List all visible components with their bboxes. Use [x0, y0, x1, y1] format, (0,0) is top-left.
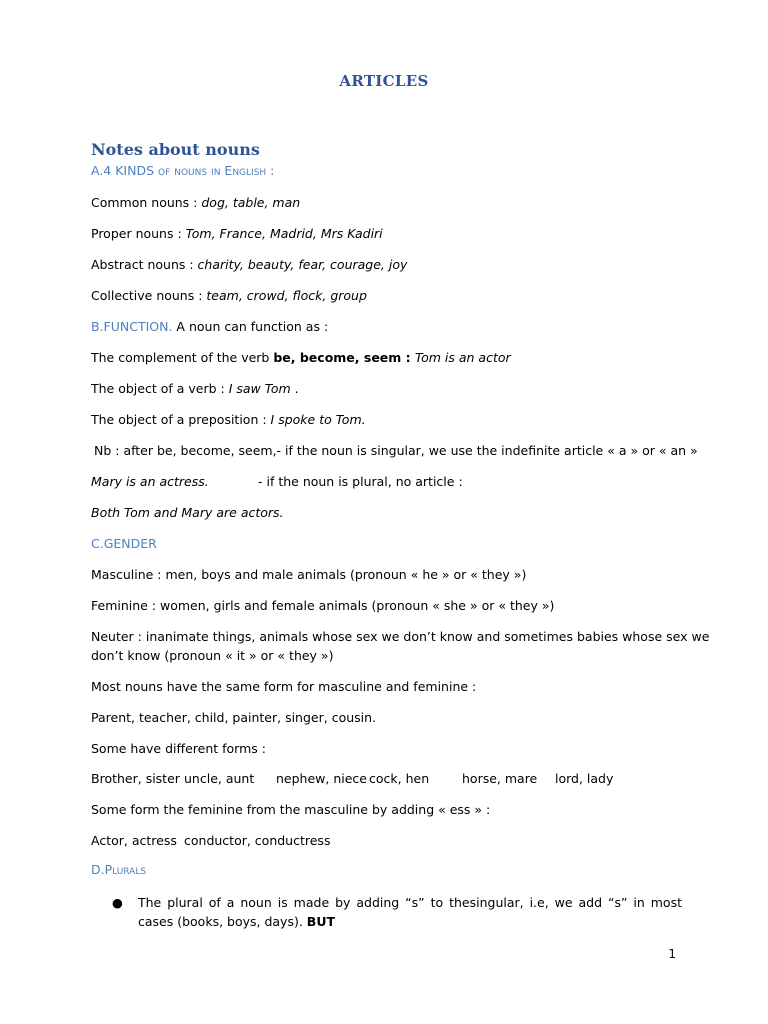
nb-plural-rule: - if the noun is plural, no article :	[258, 474, 463, 489]
function-preposition-object	[91, 410, 366, 429]
kind-proper	[91, 224, 383, 243]
page-number: 1	[668, 947, 676, 961]
gender-pair: uncle, aunt	[184, 771, 255, 786]
section-b-line	[91, 317, 328, 336]
gender-pair: horse, mare	[462, 771, 538, 786]
function-example: I saw Tom	[228, 381, 291, 396]
gender-pair: cock, hen	[369, 771, 430, 786]
function-example: I spoke to Tom.	[270, 412, 366, 427]
gender-pair: lord, lady	[555, 771, 614, 786]
nb-example-plural	[91, 503, 284, 522]
plural-rule-but: BUT	[306, 914, 336, 929]
gender-same-form: Most nouns have the same form for masculine and feminine :	[91, 679, 477, 694]
gender-ess-pair: conductor, conductress	[184, 833, 331, 848]
nb-note: Nb : after be, become, seem,- if the noun is singular, we use the indefinite article « a » or « an »	[94, 443, 698, 458]
plural-bullet-text	[138, 893, 682, 931]
document-title: ARTICLES	[339, 72, 429, 90]
gender-neuter-line2: don’t know (pronoun « it » or « they »)	[91, 648, 334, 663]
kind-label: Common nouns :	[91, 195, 202, 210]
kind-collective	[91, 286, 367, 305]
gender-neuter-line1: Neuter : inanimate things, animals whose sex we don’t know and sometimes babies whose sex we	[91, 629, 710, 644]
gender-masculine: Masculine : men, boys and male animals (pronoun « he » or « they »)	[91, 567, 527, 582]
kind-label: Abstract nouns :	[91, 257, 198, 272]
function-label: The complement of the verb	[91, 350, 274, 365]
function-verbs: be, become, seem :	[273, 350, 416, 365]
kind-common	[91, 193, 300, 212]
kind-examples: team, crowd, flock, group	[206, 288, 367, 303]
gender-pair: nephew, niece	[276, 771, 367, 786]
kind-abstract	[91, 255, 407, 274]
nb-example-singular	[91, 472, 209, 491]
bullet-icon: ●	[112, 895, 123, 910]
section-b-text: A noun can function as :	[172, 319, 329, 334]
section-a-label: A.4 KINDS of nouns in English :	[91, 163, 275, 178]
function-label: The object of a verb :	[91, 381, 229, 396]
gender-feminine: Feminine : women, girls and female animals (pronoun « she » or « they »)	[91, 598, 555, 613]
kind-label: Proper nouns :	[91, 226, 186, 241]
function-tail: .	[290, 381, 299, 396]
kind-examples: charity, beauty, fear, courage, joy	[197, 257, 408, 272]
plural-rule-text: The plural of a noun is made by adding “s” to thesingular, i.e, we add “s” in most cases (books, boys, days).	[138, 895, 682, 929]
nb-example: Both Tom and Mary are actors.	[91, 505, 284, 520]
section-d-label: D.Plurals	[91, 862, 147, 877]
nb-example: Mary is an actress.	[91, 474, 209, 489]
gender-pair: Brother, sister	[91, 771, 180, 786]
function-complement	[91, 348, 511, 367]
function-label: The object of a preposition :	[91, 412, 271, 427]
function-example: Tom is an actor	[415, 350, 511, 365]
section-heading: Notes about nouns	[91, 140, 260, 159]
function-verb-object	[91, 379, 299, 398]
section-c-label: C.GENDER	[91, 536, 157, 551]
kind-label: Collective nouns :	[91, 288, 207, 303]
plural-bullet-item	[112, 893, 682, 931]
kind-examples: dog, table, man	[201, 195, 301, 210]
gender-same-examples: Parent, teacher, child, painter, singer, cousin.	[91, 710, 377, 725]
gender-ess-intro: Some form the feminine from the masculine by adding « ess » :	[91, 802, 491, 817]
section-b-label: B.FUNCTION.	[91, 319, 173, 334]
kind-examples: Tom, France, Madrid, Mrs Kadiri	[185, 226, 383, 241]
gender-different-intro: Some have different forms :	[91, 741, 266, 756]
gender-ess-pair: Actor, actress	[91, 833, 177, 848]
